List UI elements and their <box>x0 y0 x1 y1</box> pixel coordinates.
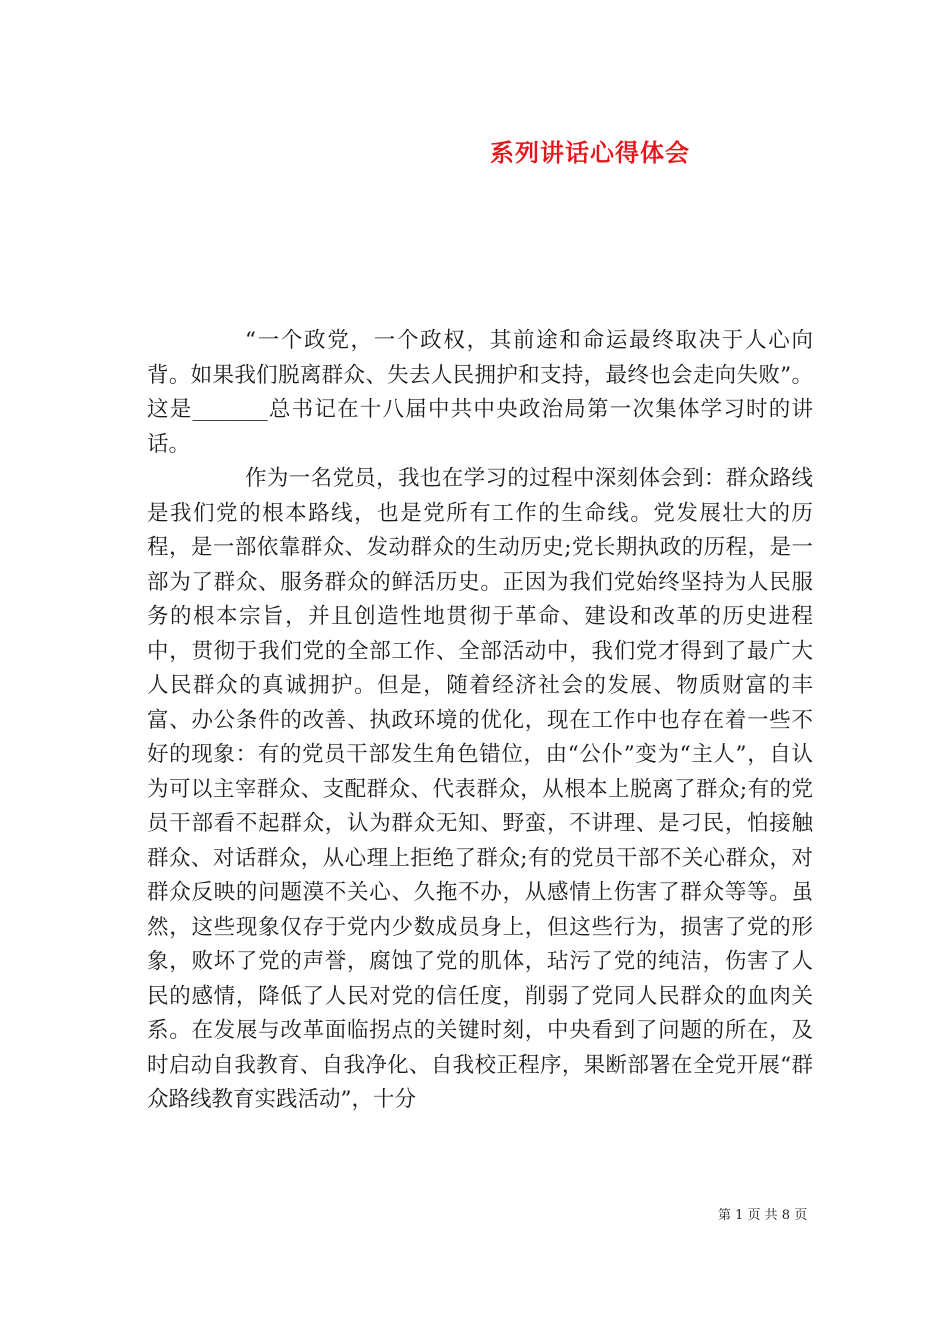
paragraph-1: “一个政党，一个政权，其前途和命运最终取决于人心向背。如果我们脱离群众、失去人民拥护和支持，最终也会走向失败”。这是_______总书记在十八届中共中央政治局第一次集体学习时的讲话。 <box>147 328 813 457</box>
page-number: 第 1 页 共 8 页 <box>718 1208 808 1223</box>
document-body <box>147 324 813 1118</box>
paragraph-2: 作为一名党员，我也在学习的过程中深刻体会到：群众路线是我们党的根本路线，也是党所有工作的生命线。党发展壮大的历程，是一部依靠群众、发动群众的生动历史;党长期执政的历程，是一部为了群众、服务群众的鲜活历史。正因为我们党始终坚持为人民服务的根本宗旨，并且创造性地贯彻于革命、建设和改革的历史进程中，贯彻于我们党的全部工作、全部活动中，我们党才得到了最广大人民群众的真诚拥护。但是，随着经济社会的发展、物质财富的丰富、办公条件的改善、执政环境的优化，现在工作中也存在着一些不好的现象：有的党员干部发生角色错位，由“公仆”变为“主人”，自认为可以主宰群众、支配群众、代表群众，从根本上脱离了群众;有的党员干部看不起群众，认为群众无知、野蛮，不讲理、是刁民，怕接触群众、对话群众，从心理上拒绝了群众;有的党员干部不关心群众，对群众反映的问题漠不关心、久拖不办，从感情上伤害了群众等等。虽然，这些现象仅存于党内少数成员身上，但这些行为，损害了党的形象，败坏了党的声誉，腐蚀了党的肌体，玷污了党的纯洁，伤害了人民的感情，降低了人民对党的信任度，削弱了党同人民群众的血肉关系。在发展与改革面临拐点的关键时刻，中央看到了问题的所在，及时启动自我教育、自我净化、自我校正程序，果断部署在全党开展“群众路线教育实践活动”，十分 <box>147 466 813 1112</box>
page-title: 系列讲话心得体会 <box>490 139 690 167</box>
